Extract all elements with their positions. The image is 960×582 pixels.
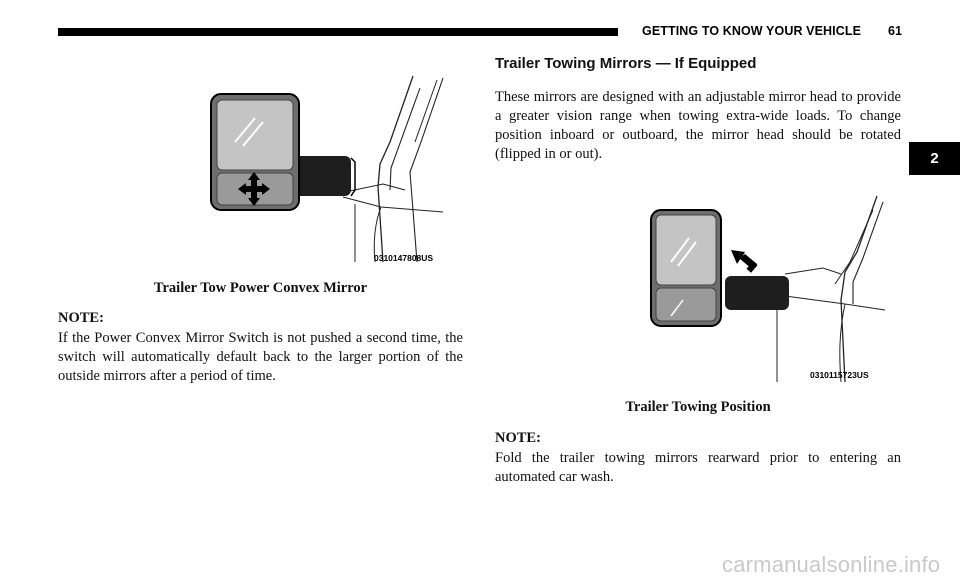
note-label: NOTE:: [58, 310, 104, 326]
note-text: Fold the trailer towing mirrors rearward prior to entering an automated car wash.: [495, 450, 901, 485]
section-title: Trailer Towing Mirrors — If Equipped: [495, 55, 757, 72]
chapter-tab: 2: [909, 142, 960, 175]
convex-mirror-illustration: [205, 72, 450, 267]
figure-caption: Trailer Towing Position: [625, 399, 771, 415]
note-label: NOTE:: [495, 430, 541, 446]
figure-caption: Trailer Tow Power Convex Mirror: [153, 280, 368, 296]
watermark: carmanualsonline.info: [722, 552, 941, 577]
intro-paragraph: These mirrors are designed with an adjustable mirror head to provide a greater vision range when towing extra-wide loads. To change position inboard or outboard, the mirror head should be rotated (flipped in or out).: [495, 89, 901, 162]
running-header-title: GETTING TO KNOW YOUR VEHICLE: [642, 24, 862, 38]
page-number: 61: [888, 24, 902, 38]
header-rule: [58, 28, 618, 36]
figure-code: 0310115723US: [810, 370, 869, 380]
figure-code: 0310147808US: [374, 253, 434, 263]
towing-mirror-illustration: [645, 192, 890, 387]
note-text: If the Power Convex Mirror Switch is not pushed a second time, the switch will automatically default back to the larger portion of the outside mirrors after a period of time.: [58, 330, 463, 384]
